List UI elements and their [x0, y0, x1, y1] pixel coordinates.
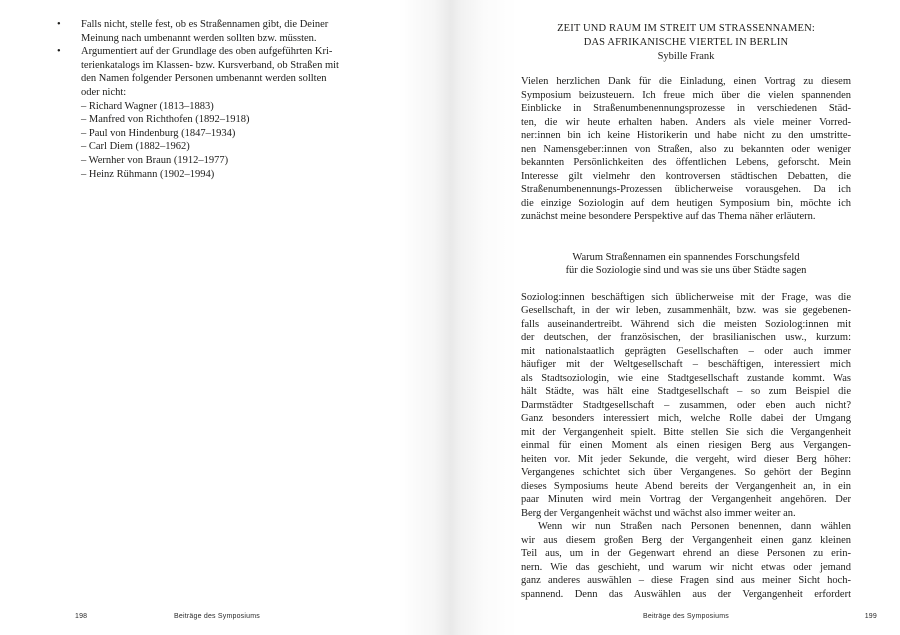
right-page-article — [521, 22, 851, 601]
text-line: einmal für einen Moment als einen riesigen Berg aus Vergangen- — [521, 440, 851, 451]
text-line: – Richard Wagner (1813–1883) — [81, 100, 214, 112]
text-line: falls auseinandertreibt. Während sich die meisten Soziolog:innen mit — [521, 318, 851, 330]
left-running-title: Beiträge des Symposiums — [174, 613, 260, 620]
text-line: spannend. Denn das Auswählen aus der Vergangenheit erfordert — [521, 588, 851, 600]
text-line: Straßenumbenennungs-Prozessen üblicherweise vorausgehen. Da ich — [521, 184, 851, 195]
text-line: – Manfred von Richthofen (1892–1918) — [81, 114, 250, 126]
text-line: für die Soziologie sind und was sie uns über Städte sagen — [565, 265, 807, 276]
text-line: Symposium beizusteuern. Ich freue mich über die vielen spannenden — [521, 89, 851, 101]
bullet-marker-icon: • — [57, 19, 61, 30]
text-line: Darmstädter Stadtgesellschaft – zusammen, oder eben auch nicht? — [521, 399, 851, 411]
article-title — [521, 22, 851, 50]
text-line: nern. Wie das geschieht, und warum wir nicht etwas oder jemand — [521, 561, 851, 573]
page-gutter-shadow — [398, 0, 518, 635]
text-line: den Namen folgender Personen umbenannt werden sollten — [81, 73, 327, 85]
article-author: Sybille Frank — [657, 51, 715, 62]
text-line: der deutschen, der französischen, der brasilianischen usw., kurzum: — [521, 332, 851, 343]
text-line: Meinung nach umbenannt werden sollten bzw. müssten. — [81, 32, 317, 44]
text-line: DAS AFRIKANISCHE VIERTEL IN BERLIN — [583, 37, 789, 48]
text-line: nen Namensgeber:innen von Straßen, also zu bekannten oder weniger — [521, 143, 851, 155]
text-line: Teil aus, um in der Gegenwart ehrend an diese Personen zu erin- — [521, 548, 851, 559]
paragraph — [521, 520, 851, 601]
text-line: heiten vor. Mit jeder Sekunde, die vergeht, wird dieser Berg höher: — [521, 453, 851, 465]
bullet-marker-icon: • — [57, 46, 61, 58]
text-line: mit nationalstaatlich geprägten Gesellschaften – oder auch immer — [521, 345, 851, 357]
text-line: bekannten Persönlichkeiten des öffentlichen Lebens, geforscht. Mein — [521, 157, 851, 168]
paragraph — [521, 291, 851, 521]
text-line: Ganz besonders interessiert mich, welche Rolle dabei der Umgang — [521, 413, 851, 424]
text-line: die einzige Soziologin auf dem heutigen Symposium bin, möchte ich — [521, 197, 851, 209]
text-line: Vergangenes schichtet sich über Vergangenes. So gehört der Beginn — [521, 467, 851, 478]
right-running-title: Beiträge des Symposiums — [643, 613, 729, 620]
text-line: Einblicke in Straßenumbenennungsprozesse in verschiedenen Städ- — [521, 103, 851, 114]
text-line: – Carl Diem (1882–1962) — [81, 141, 190, 153]
left-page-number: 198 — [75, 613, 88, 620]
left-page-bullet-list — [57, 18, 387, 181]
text-line: – Wernher von Braun (1912–1977) — [81, 154, 229, 166]
section-heading — [521, 251, 851, 278]
text-line: Berg der Vergangenheit wächst und wächst also immer weiter an. — [521, 507, 796, 519]
bullet-text — [81, 18, 387, 45]
paragraph — [521, 75, 851, 224]
text-line: wir aus diesem großen Berg der Vergangenheit einen ganz kleinen — [521, 534, 851, 546]
text-line: als Stadtsoziologin, wie eine Stadtgesellschaft zustande kommt. Was — [521, 372, 851, 384]
text-line: Argumentiert auf der Grundlage des oben aufgeführten Kri- — [81, 46, 333, 58]
bullet-text — [81, 45, 387, 181]
bullet-item — [57, 45, 387, 181]
text-line: Warum Straßennamen ein spannendes Forschungsfeld — [572, 251, 800, 263]
text-line: Wenn wir nun Straßen nach Personen benennen, dann wählen — [538, 521, 851, 532]
right-page-number: 199 — [864, 613, 877, 620]
text-line: oder nicht: — [81, 86, 127, 98]
text-line: Gesellschaft, in der wir leben, zusammenhält, bzw. was sie gegebenen- — [521, 305, 851, 316]
text-line: ten, die wir heute erhalten haben. Anders als viele meiner Vorred- — [521, 116, 851, 128]
text-line: ZEIT UND RAUM IM STREIT UM STRASSENNAMEN: — [557, 23, 815, 34]
text-line: hält Städte, was hält eine Stadtgesellschaft – so zum Beispiel die — [521, 386, 851, 397]
text-line: – Paul von Hindenburg (1847–1934) — [81, 127, 236, 139]
bullet-item — [57, 18, 387, 45]
text-line: häufiger mit der Weltgesellschaft – beschäftigen, interessiert mich — [521, 359, 851, 370]
text-line: Falls nicht, stelle fest, ob es Straßennamen gibt, die Deiner — [81, 19, 329, 30]
text-line: dieses Symposiums heute Abend bereits der Vergangenheit an, in ein — [521, 480, 851, 492]
text-line: – Heinz Rühmann (1902–1994) — [81, 168, 215, 180]
text-line: Interesse gilt vielmehr den kontroversen städtischen Debatten, die — [521, 170, 851, 182]
text-line: zunächst meine besondere Perspektive auf das Thema näher erläutern. — [521, 211, 816, 222]
text-line: Soziolog:innen beschäftigen sich üblicherweise mit der Frage, was die — [521, 291, 851, 303]
text-line: Vielen herzlichen Dank für die Einladung, einen Vortrag zu diesem — [521, 76, 851, 87]
text-line: terienkatalogs im Klassen- bzw. Kursverband, ob Straßen mit — [81, 59, 339, 71]
text-line: ner:innen bin ich keine Historikerin und habe nicht zu den umstritte- — [521, 130, 851, 141]
text-line: paar Minuten wird mein Vortrag der Vergangenheit angehören. Der — [521, 494, 851, 505]
text-line: mit der Vergangenheit spielt. Bitte stellen Sie sich die Vergangenheit — [521, 426, 851, 438]
text-line: ganz anderes auswählen – diese Fragen sind aus meiner Sicht hoch- — [521, 575, 851, 586]
